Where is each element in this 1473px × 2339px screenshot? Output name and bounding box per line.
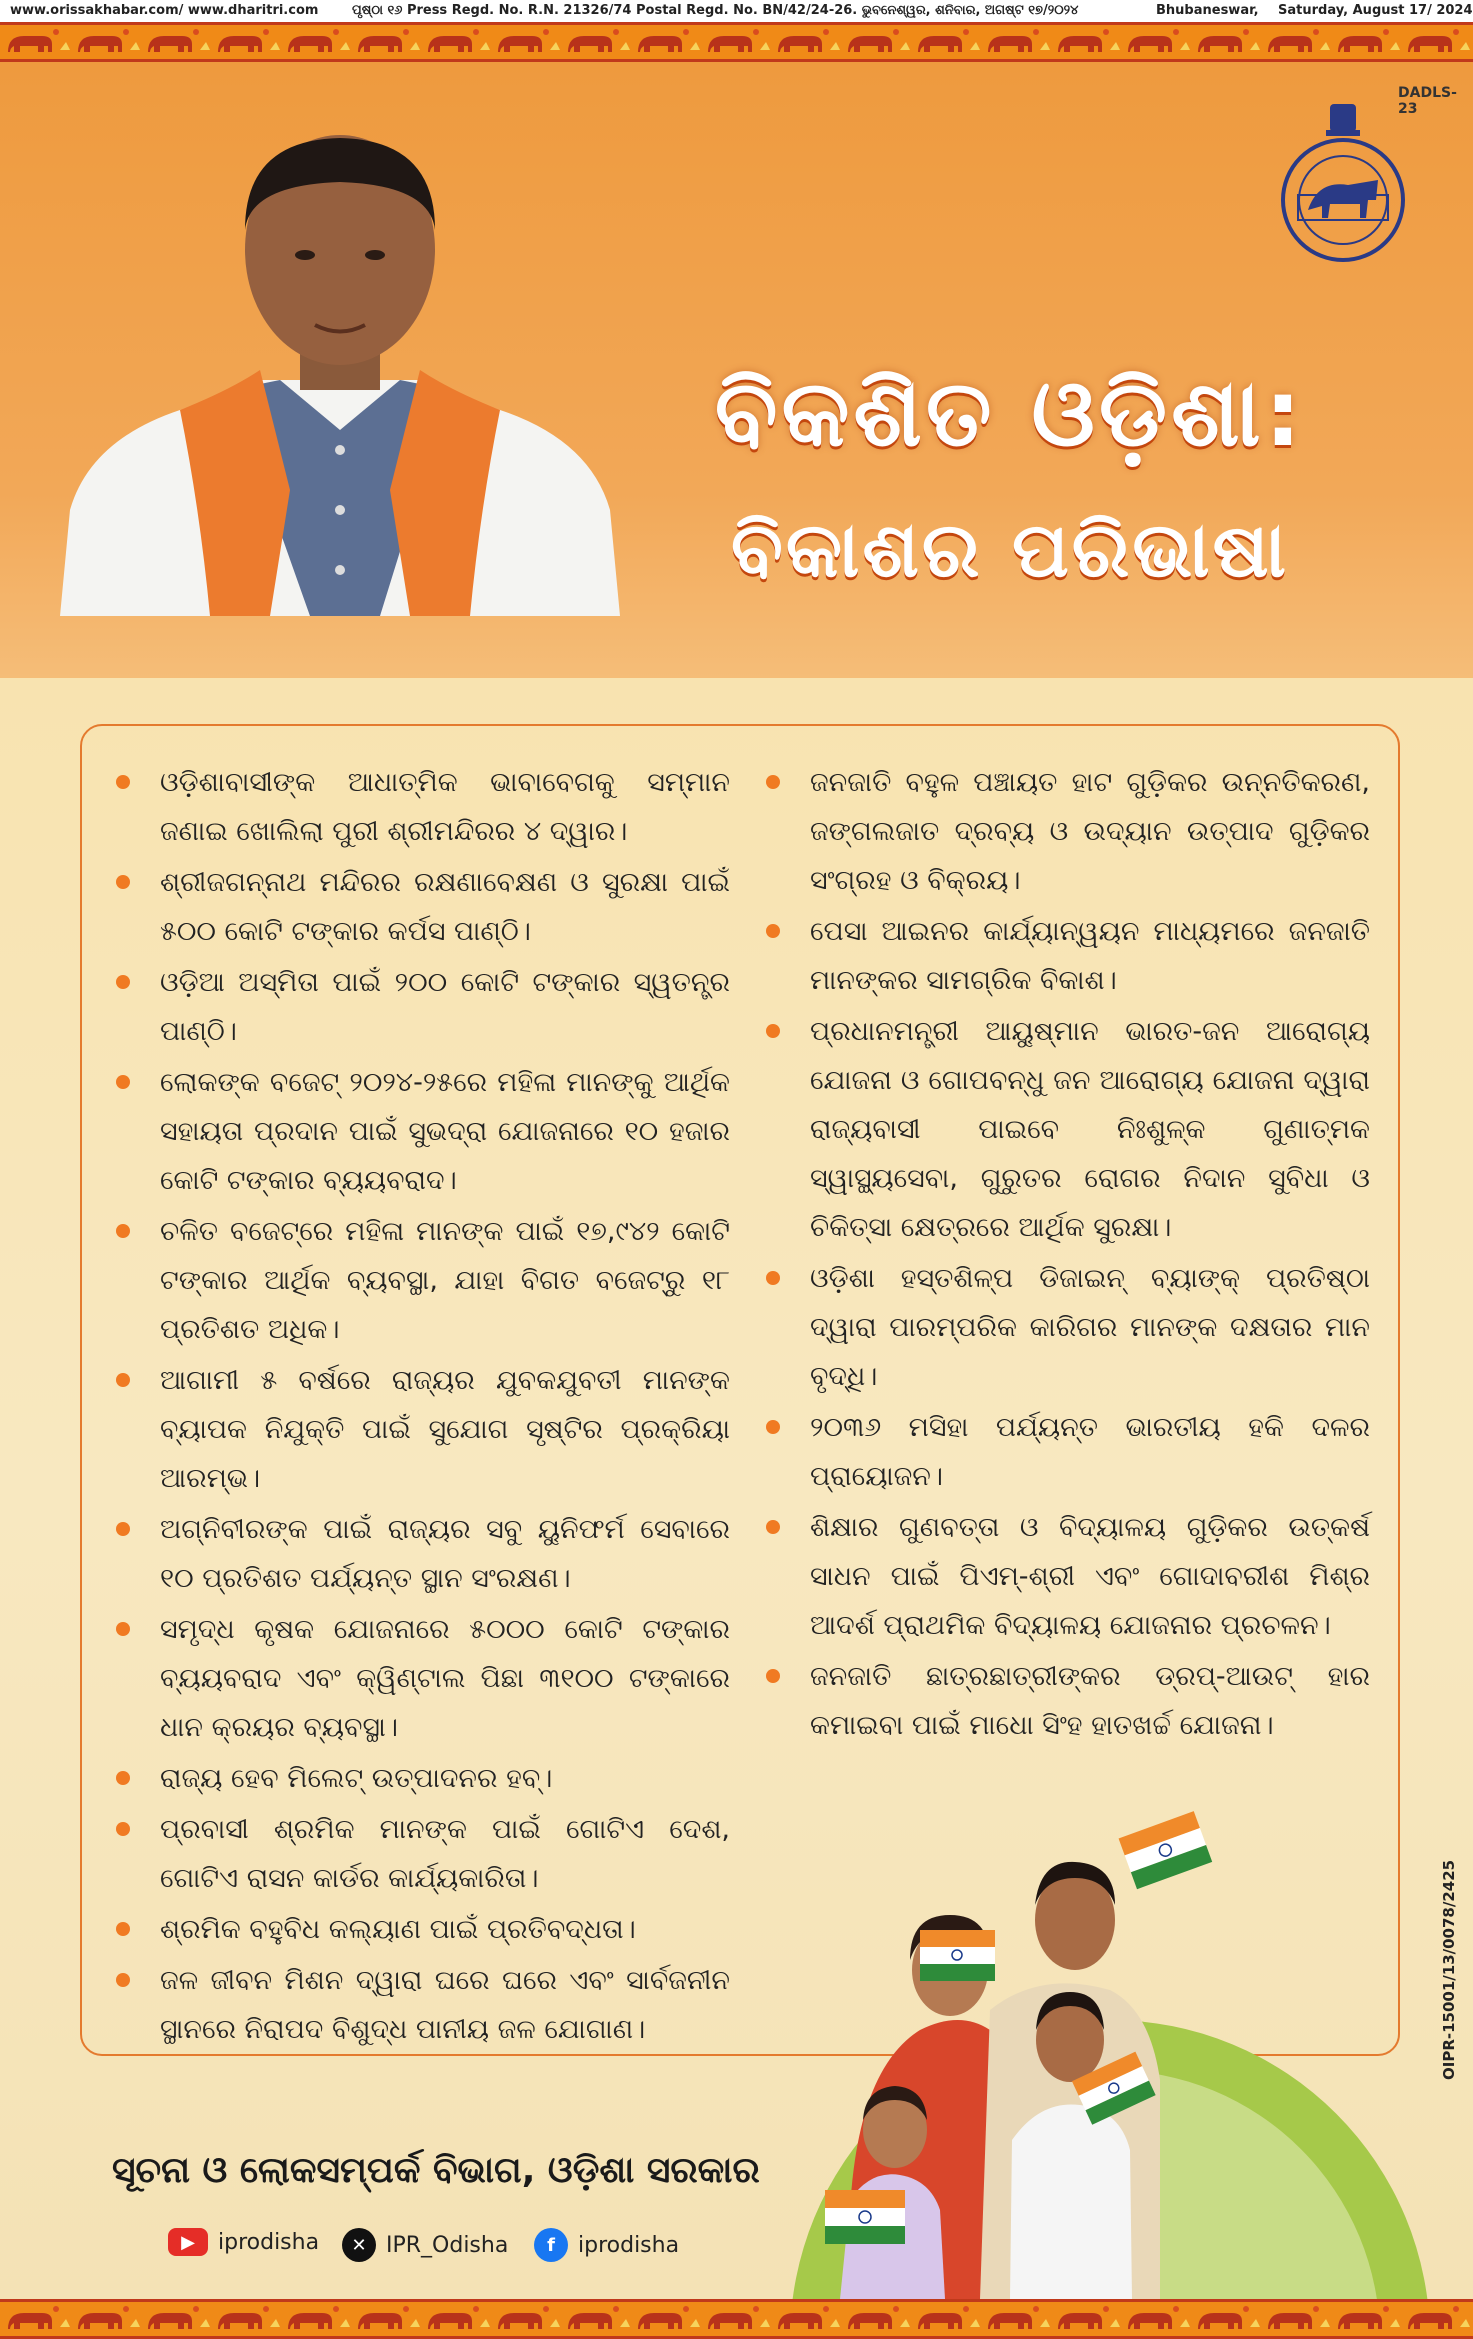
facebook-handle[interactable]: f iprodisha bbox=[534, 2228, 679, 2262]
headline-line-2: ବିକାଶର ପରିଭାଷା bbox=[731, 505, 1289, 594]
list-item: ଓଡ଼ିଶା ହସ୍ତଶିଳ୍ପ ଡିଜାଇନ୍ ବ୍ୟାଙ୍କ୍ ପ୍ରତିଷ୍ଠା ଦ୍ୱାରା ପାରମ୍ପରିକ କାରିଗର ମାନଙ୍କ ଦକ୍ଷତାର ମାନ ବୃଦ୍ଧି। bbox=[760, 1254, 1370, 1401]
list-item: ଅଗ୍ନିବୀରଙ୍କ ପାଇଁ ରାଜ୍ୟର ସବୁ ୟୁନିଫର୍ମ ସେବାରେ ୧୦ ପ୍ରତିଶତ ପର୍ଯ୍ୟନ୍ତ ସ୍ଥାନ ସଂରକ୍ଷଣ। bbox=[110, 1505, 730, 1603]
bullet-icon bbox=[766, 1024, 780, 1038]
chief-minister-portrait bbox=[60, 90, 620, 616]
x-icon: ✕ bbox=[342, 2228, 376, 2262]
list-item: ଜନଜାତି ଛାତ୍ରଛାତ୍ରୀଙ୍କର ଡ୍ରପ୍-ଆଉଟ୍ ହାର କମାଇବା ପାଇଁ ମାଧୋ ସିଂହ ହାତଖର୍ଚ୍ଚ ଯୋଜନା। bbox=[760, 1652, 1370, 1750]
list-item: ରାଜ୍ୟ ହେବ ମିଲେଟ୍ ଉତ୍ପାଦନର ହବ୍। bbox=[110, 1754, 730, 1803]
family-with-flags-illustration bbox=[780, 1780, 1440, 2299]
bullet-icon bbox=[116, 1771, 130, 1785]
bullet-icon bbox=[116, 775, 130, 789]
ad-code: DADLS-23 bbox=[1398, 85, 1457, 117]
bullet-icon bbox=[116, 1075, 130, 1089]
bullet-icon bbox=[116, 1822, 130, 1836]
list-item: ପ୍ରଧାନମନ୍ତ୍ରୀ ଆୟୁଷ୍ମାନ ଭାରତ-ଜନ ଆରୋଗ୍ୟ ଯୋଜନା ଓ ଗୋପବନ୍ଧୁ ଜନ ଆରୋଗ୍ୟ ଯୋଜନା ଦ୍ୱାରା ରାଜ୍ୟବାସୀ ପାଇବେ ନିଃଶୁଳ୍କ ଗୁଣାତ୍ମକ ସ୍ୱାସ୍ଥ୍ୟସେବା, ଗୁରୁତର ରୋଗର ନିଦାନ ସୁବିଧା ଓ ଚିକିତ୍ସା କ୍ଷେତ୍ରରେ ଆର୍ଥିକ ସୁରକ୍ଷା। bbox=[760, 1007, 1370, 1252]
bullet-icon bbox=[766, 775, 780, 789]
list-item: ଲୋକଙ୍କ ବଜେଟ୍ ୨୦୨୪-୨୫ରେ ମହିଳା ମାନଙ୍କୁ ଆର୍ଥିକ ସହାୟତା ପ୍ରଦାନ ପାଇଁ ସୁଭଦ୍ରା ଯୋଜନାରେ ୧୦ ହଜାର କୋଟି ଟଙ୍କାର ବ୍ୟୟବରାଦ। bbox=[110, 1058, 730, 1205]
bullet-icon bbox=[116, 875, 130, 889]
bullet-icon bbox=[766, 1420, 780, 1434]
list-item: ଶ୍ରମିକ ବହୁବିଧ କଲ୍ୟାଣ ପାଇଁ ପ୍ରତିବଦ୍ଧତା। bbox=[110, 1905, 730, 1954]
headline-line-1: ବିକଶିତ ଓଡ଼ିଶା: bbox=[714, 360, 1306, 467]
newspaper-masthead bbox=[0, 0, 1473, 22]
list-item: ଓଡ଼ିଶାବାସୀଙ୍କ ଆଧାତ୍ମିକ ଭାବାବେଗକୁ ସମ୍ମାନ ଜଣାଇ ଖୋଲିଲା ପୁରୀ ଶ୍ରୀମନ୍ଦିରର ୪ ଦ୍ୱାର। bbox=[110, 758, 730, 856]
list-item: ଚଳିତ ବଜେଟ୍‌ରେ ମହିଳା ମାନଙ୍କ ପାଇଁ ୧୭,୯୪୨ କୋଟି ଟଙ୍କାର ଆର୍ଥିକ ବ୍ୟବସ୍ଥା, ଯାହା ବିଗତ ବଜେଟ୍‌ରୁ ୧୮ ପ୍ରତିଶତ ଅଧିକ। bbox=[110, 1207, 730, 1354]
list-item: ଶିକ୍ଷାର ଗୁଣବତ୍ତା ଓ ବିଦ୍ୟାଳୟ ଗୁଡ଼ିକର ଉତ୍କର୍ଷ ସାଧନ ପାଇଁ ପିଏମ୍-ଶ୍ରୀ ଏବଂ ଗୋଦାବରୀଶ ମିଶ୍ର ଆଦର୍ଶ ପ୍ରାଥମିକ ବିଦ୍ୟାଳୟ ଯୋଜନାର ପ୍ରଚଳନ। bbox=[760, 1503, 1370, 1650]
masthead-date: Saturday, August 17/ 2024 bbox=[1278, 3, 1473, 18]
list-item: ଜଳ ଜୀବନ ମିଶନ ଦ୍ୱାରା ଘରେ ଘରେ ଏବଂ ସାର୍ବଜନୀନ ସ୍ଥାନରେ ନିରାପଦ ବିଶୁଦ୍ଧ ପାନୀୟ ଜଳ ଯୋଗାଣ। bbox=[110, 1956, 730, 2054]
list-item: ଶ୍ରୀଜଗନ୍ନାଥ ମନ୍ଦିରର ରକ୍ଷଣାବେକ୍ଷଣ ଓ ସୁରକ୍ଷା ପାଇଁ ୫୦୦ କୋଟି ଟଙ୍କାର କର୍ପସ ପାଣ୍ଠି। bbox=[110, 858, 730, 956]
list-item: ଓଡ଼ିଆ ଅସ୍ମିତା ପାଇଁ ୨୦୦ କୋଟି ଟଙ୍କାର ସ୍ୱତନ୍ତ୍ର ପାଣ୍ଠି। bbox=[110, 958, 730, 1056]
bullet-icon bbox=[116, 1522, 130, 1536]
bullet-icon bbox=[766, 1271, 780, 1285]
x-handle[interactable]: ✕ IPR_Odisha bbox=[342, 2228, 508, 2262]
bullet-icon bbox=[116, 1373, 130, 1387]
bullet-icon bbox=[116, 1973, 130, 1987]
youtube-handle[interactable]: ▶ iprodisha bbox=[168, 2228, 319, 2256]
list-item: ଜନଜାତି ବହୁଳ ପଞ୍ଚାୟତ ହାଟ ଗୁଡ଼ିକର ଉନ୍ନତିକରଣ, ଜଙ୍ଗଲଜାତ ଦ୍ରବ୍ୟ ଓ ଉଦ୍ୟାନ ଉତ୍ପାଦ ଗୁଡ଼ିକର ସଂଗ୍ରହ ଓ ବିକ୍ରୟ। bbox=[760, 758, 1370, 905]
masthead-website: www.orissakhabar.com/ www.dharitri.com bbox=[10, 3, 319, 18]
bullet-icon bbox=[766, 924, 780, 938]
list-item: ପ୍ରବାସୀ ଶ୍ରମିକ ମାନଙ୍କ ପାଇଁ ଗୋଟିଏ ଦେଶ, ଗୋଟିଏ ରାସନ କାର୍ଡର କାର୍ଯ୍ୟକାରିତା। bbox=[110, 1805, 730, 1903]
decorative-border-bottom bbox=[0, 2299, 1473, 2339]
bullet-icon bbox=[116, 1922, 130, 1936]
masthead-city: Bhubaneswar, bbox=[1156, 3, 1259, 18]
department-name: ସୂଚନା ଓ ଲୋକସମ୍ପର୍କ ବିଭାଗ, ଓଡ଼ିଶା ସରକାର bbox=[112, 2150, 760, 2191]
decorative-border-top bbox=[0, 22, 1473, 62]
left-points-column bbox=[110, 758, 730, 2056]
right-points-column bbox=[760, 758, 1370, 1752]
odisha-government-emblem bbox=[1268, 100, 1418, 265]
list-item: ୨୦୩୬ ମସିହା ପର୍ଯ୍ୟନ୍ତ ଭାରତୀୟ ହକି ଦଳର ପ୍ରାୟୋଜନ। bbox=[760, 1403, 1370, 1501]
facebook-icon: f bbox=[534, 2228, 568, 2262]
list-item: ପେସା ଆଇନର କାର୍ଯ୍ୟାନ୍ୱୟନ ମାଧ୍ୟମରେ ଜନଜାତି ମାନଙ୍କର ସାମଗ୍ରିକ ବିକାଶ। bbox=[760, 907, 1370, 1005]
bullet-icon bbox=[116, 1622, 130, 1636]
bullet-icon bbox=[116, 975, 130, 989]
bullet-icon bbox=[766, 1669, 780, 1683]
oipr-code: OIPR-15001/13/0078/2425 bbox=[1440, 1859, 1458, 2080]
flag-icon bbox=[825, 2190, 905, 2244]
list-item: ସମୃଦ୍ଧ କୃଷକ ଯୋଜନାରେ ୫୦୦୦ କୋଟି ଟଙ୍କାର ବ୍ୟୟବରାଦ ଏବଂ କ୍ୱିଣ୍ଟାଲ ପିଛା ୩୧୦୦ ଟଙ୍କାରେ ଧାନ କ୍ରୟର ବ୍ୟବସ୍ଥା। bbox=[110, 1605, 730, 1752]
youtube-icon: ▶ bbox=[168, 2228, 208, 2256]
masthead-registration: ପୃଷ୍ଠା ୧୬ Press Regd. No. R.N. 21326/74 Postal Regd. No. BN/42/24-26. ଭୁବନେଶ୍ୱର, ଶନିବାର, ଅଗଷ୍ଟ ୧୭/୨୦୨୪ bbox=[352, 3, 1079, 18]
bullet-icon bbox=[766, 1520, 780, 1534]
bullet-icon bbox=[116, 1224, 130, 1238]
list-item: ଆଗାମୀ ୫ ବର୍ଷରେ ରାଜ୍ୟର ଯୁବକଯୁବତୀ ମାନଙ୍କ ବ୍ୟାପକ ନିଯୁକ୍ତି ପାଇଁ ସୁଯୋଗ ସୃଷ୍ଟିର ପ୍ରକ୍ରିୟା ଆରମ୍ଭ। bbox=[110, 1356, 730, 1503]
